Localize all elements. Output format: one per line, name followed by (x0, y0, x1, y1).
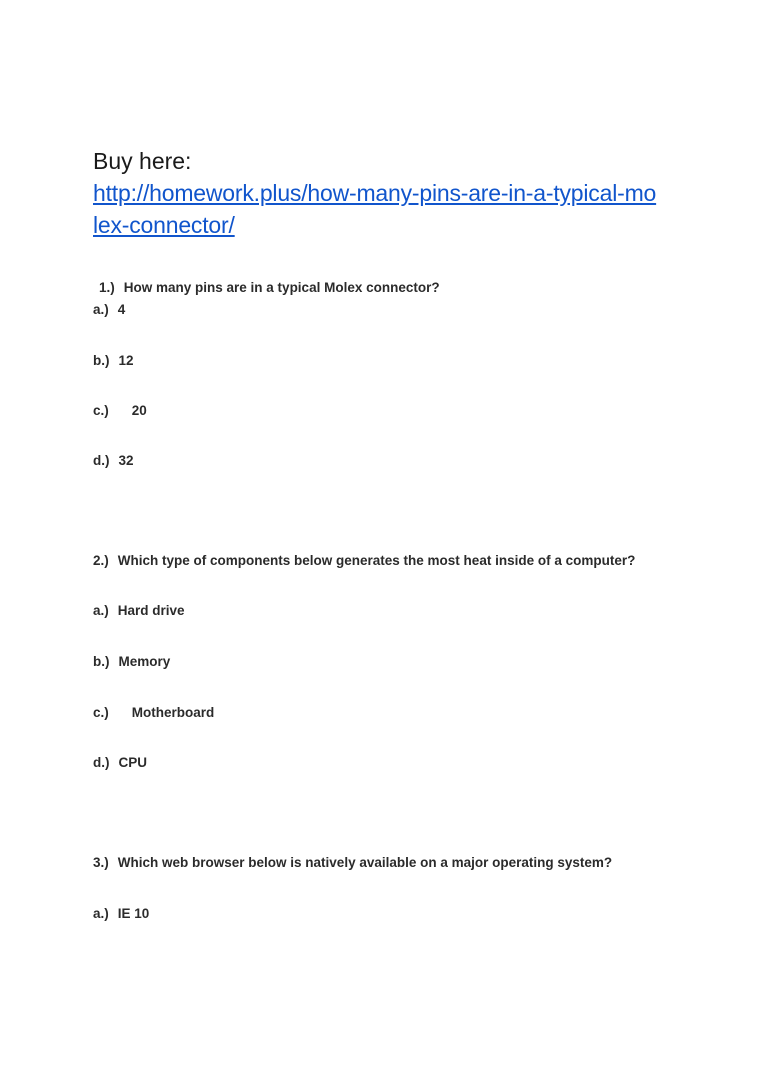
option-text: 32 (118, 453, 134, 468)
buy-link-line-1[interactable]: http://homework.plus/how-many-pins-are-in-a-typical-mo (93, 180, 657, 206)
question-3-text: Which web browser below is natively available on a major operating system? (117, 855, 613, 870)
option-label: c.) (93, 705, 109, 720)
option-text: Hard drive (117, 603, 185, 618)
question-1-number: 1.) (99, 280, 115, 295)
option-text: 20 (131, 403, 147, 418)
option-label: c.) (93, 403, 109, 418)
option-label: d.) (93, 755, 110, 770)
question-1-option-a (93, 301, 125, 319)
question-3-number: 3.) (93, 855, 109, 870)
option-label: b.) (93, 353, 110, 368)
question-2-option-d (93, 754, 147, 772)
option-text: 12 (118, 353, 134, 368)
question-1 (99, 279, 440, 297)
option-text: Motherboard (131, 705, 215, 720)
question-2-option-a (93, 602, 185, 620)
option-text: CPU (118, 755, 148, 770)
option-label: d.) (93, 453, 110, 468)
option-text: IE 10 (117, 906, 150, 921)
option-label: a.) (93, 302, 109, 317)
question-1-text: How many pins are in a typical Molex connector? (123, 280, 440, 295)
buy-link-line-2[interactable]: lex-connector/ (93, 212, 235, 238)
question-2-option-b (93, 653, 170, 671)
question-2-number: 2.) (93, 553, 109, 568)
option-text: 4 (117, 302, 126, 317)
question-2-option-c (93, 704, 214, 722)
question-1-option-b (93, 352, 134, 370)
question-3-option-a (93, 905, 149, 923)
option-label: a.) (93, 906, 109, 921)
buy-here-label: Buy here: (93, 148, 192, 174)
question-2 (93, 552, 635, 570)
option-label: a.) (93, 603, 109, 618)
question-1-option-c (93, 402, 147, 420)
question-2-text: Which type of components below generates the most heat inside of a computer? (117, 553, 636, 568)
option-text: Memory (118, 654, 171, 669)
question-1-option-d (93, 452, 134, 470)
question-3 (93, 854, 612, 872)
buy-link[interactable] (93, 177, 693, 241)
option-label: b.) (93, 654, 110, 669)
